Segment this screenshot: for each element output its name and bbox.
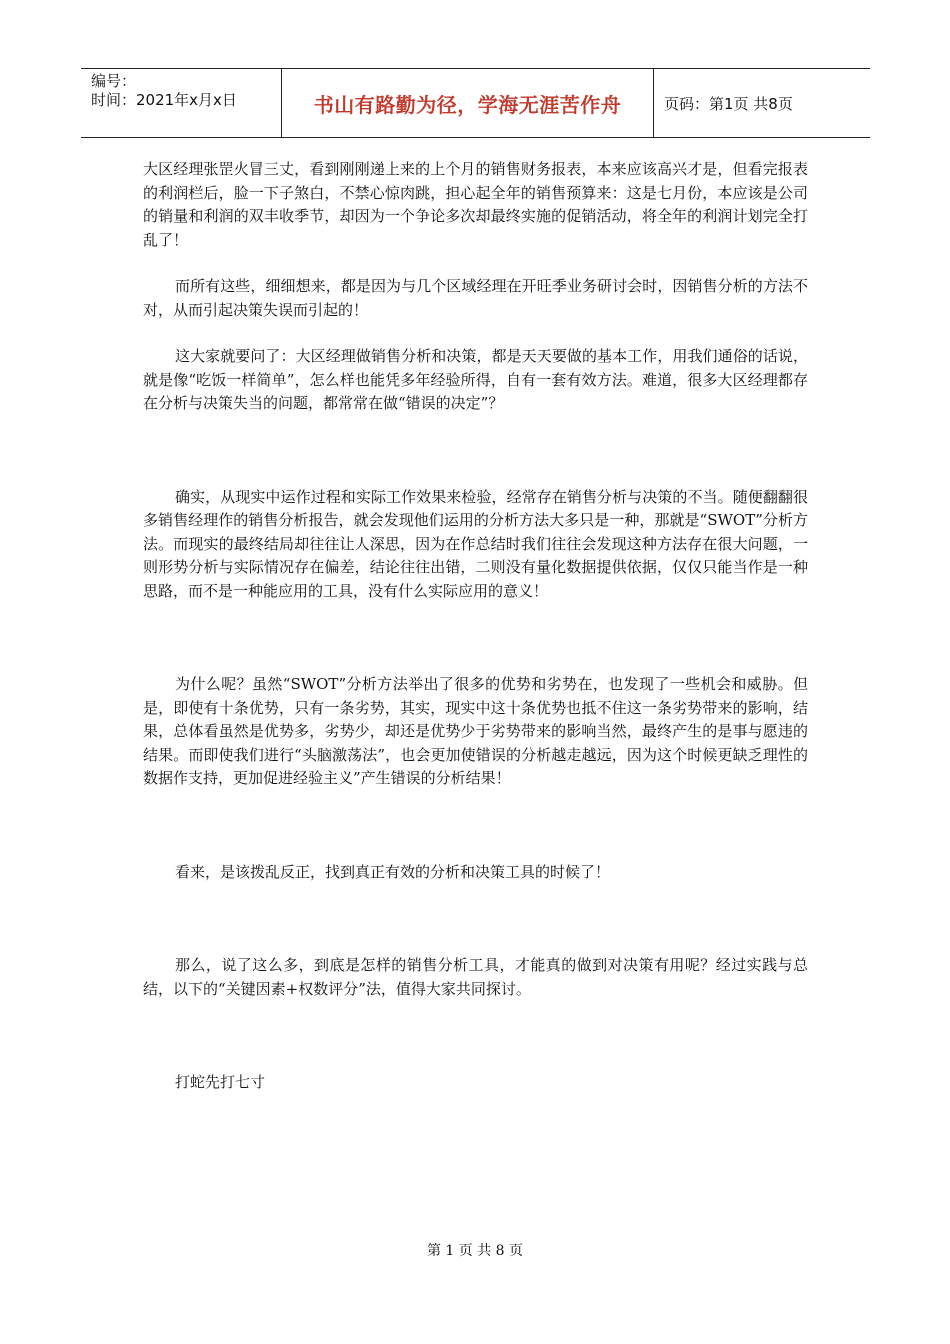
paragraph-3: 这大家就要问了：大区经理做销售分析和决策，都是天天要做的基本工作，用我们通俗的话说，就是像“吃饭一样简单”，怎么样也能凭多年经验所得，自有一套有效方法。难道，很多大区经理都存在分析与决策失当的问题，都常常在做“错误的决定”？ [143,347,808,412]
page-footer: 第 1 页 共 8 页 [426,1243,524,1259]
paragraph-4: 确实，从现实中运作过程和实际工作效果来检验，经常存在销售分析与决策的不当。随便翻翻很多销售经理作的销售分析报告，就会发现他们运用的分析方法大多只是一种，那就是“SWOT”分析方法。而现实的最终结局却往往让人深思，因为在作总结时我们往往会发现这种方法存在很大问题，一则形势分析与实际情况存在偏差，结论往往出错，二则没有量化数据提供依据，仅仅只能当作是一种思路，而不是一种能应用的工具，没有什么实际应用的意义！ [143,487,808,600]
section-heading: 打蛇先打七寸 [175,1073,266,1091]
document-body [143,158,808,1095]
paragraph-6: 看来，是该拨乱反正，找到真正有效的分析和决策工具的时候了！ [175,862,611,881]
document-date-label: 时间：2021年x月x日 [91,91,237,109]
header-left-cell [81,69,282,137]
paragraph-7: 那么，说了这么多，到底是怎样的销售分析工具，才能真的做到对决策有用呢？经过实践与总结，以下的“关键因素+权数评分”法，值得大家共同探讨。 [143,956,808,998]
page-header [81,68,870,138]
header-page-cell [654,69,870,137]
header-page-number: 页码：第1页 共8页 [664,94,793,113]
header-motto: 书山有路勤为径，学海无涯苦作舟 [313,92,622,117]
paragraph-2: 而所有这些，细细想来，都是因为与几个区域经理在开旺季业务研讨会时，因销售分析的方法不对，从而引起决策失误而引起的！ [143,277,808,319]
header-motto-cell [282,69,654,137]
paragraph-5: 为什么呢？虽然“SWOT”分析方法举出了很多的优势和劣势在，也发现了一些机会和威胁。但是，即使有十条优势，只有一条劣势，其实，现实中这十条优势也抵不住这一条劣势带来的影响，结果，总体看虽然是优势多，劣势少，却还是优势少于劣势带来的影响当然，最终产生的是事与愿违的结果。而即使我们进行“头脑激荡法”，也会更加使错误的分析越走越远，因为这个时候更缺乏理性的数据作支持，更加促进经验主义”产生错误的分析结果！ [143,675,808,787]
document-number-label: 编号： [91,72,137,90]
paragraph-1: 大区经理张罡火冒三丈，看到刚刚递上来的上个月的销售财务报表，本来应该高兴才是，但看完报表的利润栏后，脸一下子煞白，不禁心惊肉跳，担心起全年的销售预算来：这是七月份，本应该是公司的销量和利润的双丰收季节，却因为一个争论多次却最终实施的促销活动，将全年的利润计划完全打乱了！ [143,160,808,249]
